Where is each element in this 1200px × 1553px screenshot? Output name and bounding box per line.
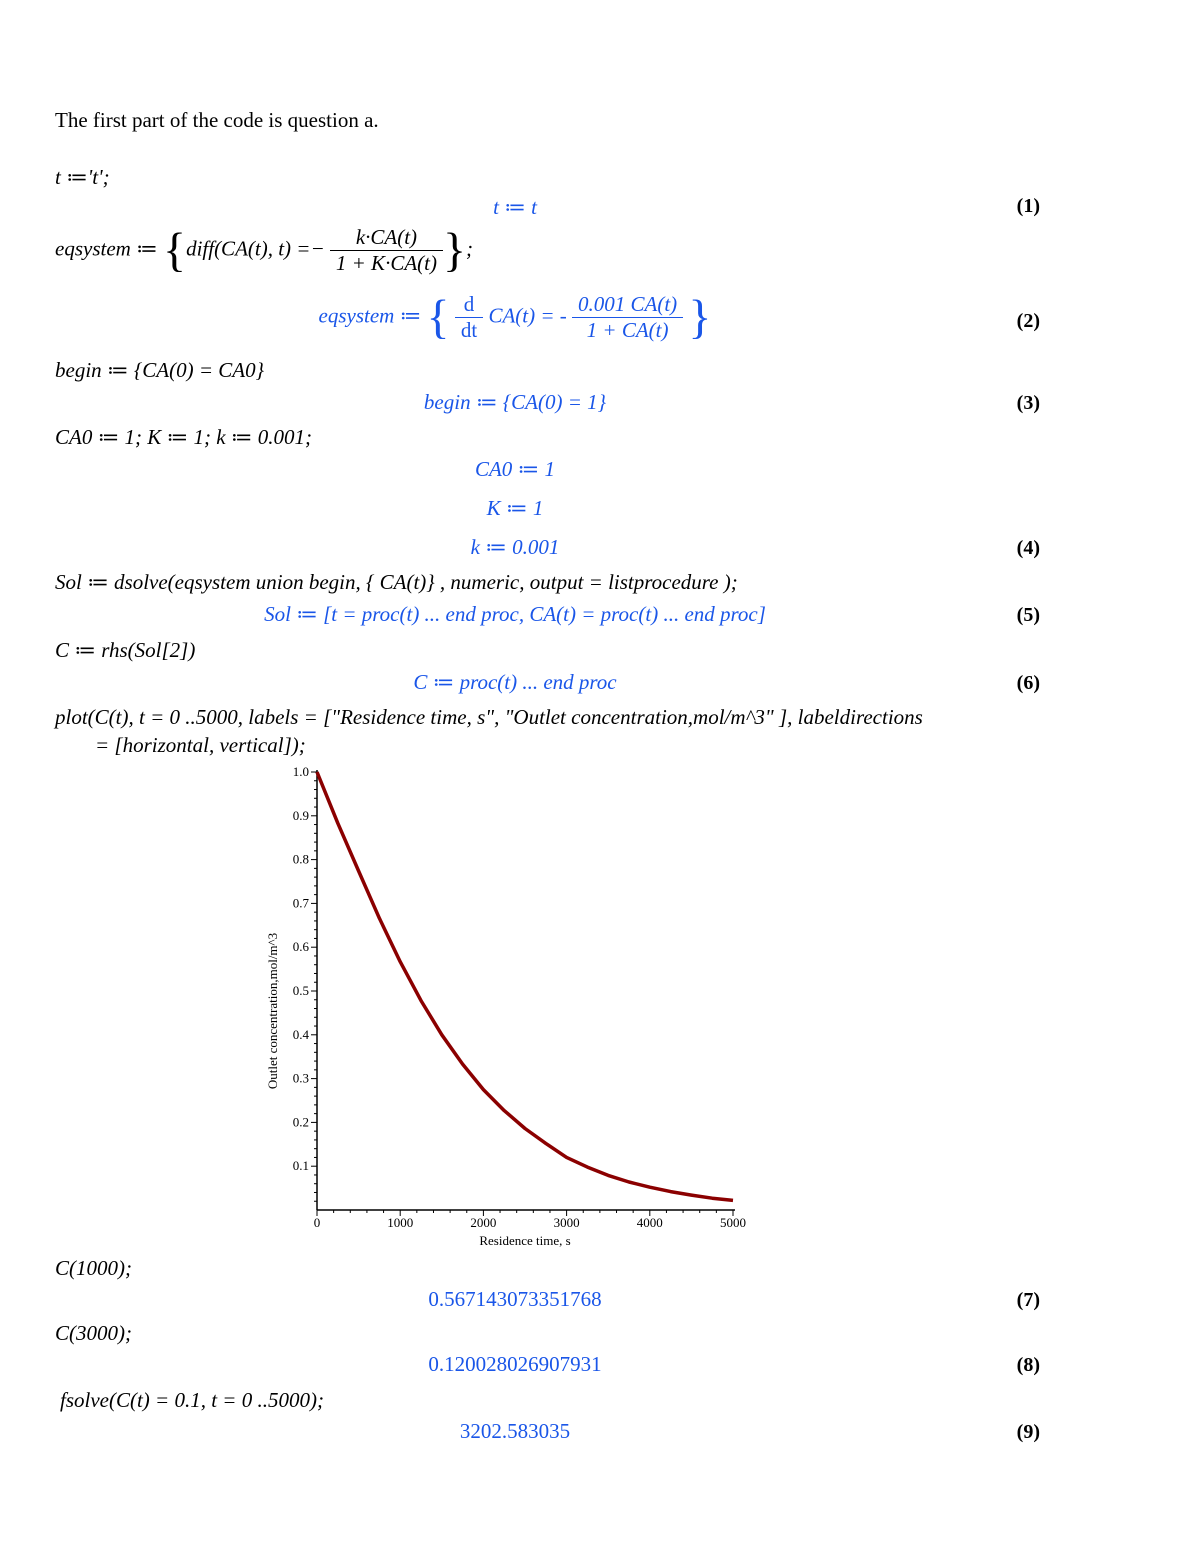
derivative-d: d — [455, 292, 483, 318]
y-tick-label: 0.1 — [292, 1158, 309, 1174]
input-parameters[interactable]: CA0 ≔ 1; K ≔ 1; k ≔ 0.001; — [55, 425, 312, 449]
output-begin: begin ≔ {CA(0) = 1} — [423, 390, 607, 414]
rate-denominator: 1 + CA(t) — [586, 318, 669, 342]
input-c-rhs[interactable]: C ≔ rhs(Sol[2]) — [55, 638, 196, 662]
eqsystem-out-lhs: eqsystem ≔ — [318, 303, 422, 328]
derivative-operator — [455, 292, 483, 343]
y-axis-label: Outlet concentration,mol/m^3 — [265, 932, 280, 1090]
x-tick-label: 2000 — [470, 1215, 497, 1230]
output-c: C ≔ proc(t) ... end proc — [413, 670, 617, 694]
equation-label-5: (5) — [1016, 604, 1040, 626]
y-tick-label: 0.9 — [292, 807, 309, 823]
y-tick-label: 0.7 — [292, 895, 309, 911]
derivative-ca: CA(t) = - — [488, 303, 567, 328]
y-tick-label: 0.4 — [292, 1026, 309, 1042]
input-dsolve[interactable]: Sol ≔ dsolve(eqsystem union begin, { CA(t)} , numeric, output = listprocedure ); — [55, 570, 738, 594]
output-k: k ≔ 0.001 — [470, 535, 560, 559]
eqsystem-semicolon: ; — [466, 236, 474, 261]
input-c3000[interactable]: C(3000); — [55, 1321, 132, 1345]
equation-label-3: (3) — [1016, 392, 1040, 414]
output-t: t ≔ t — [493, 195, 537, 219]
equation-label-1: (1) — [1016, 195, 1040, 217]
concentration-plot — [255, 760, 775, 1255]
x-axis-label: Residence time, s — [479, 1233, 571, 1248]
x-tick-label: 3000 — [553, 1215, 580, 1230]
input-c1000[interactable]: C(1000); — [55, 1256, 132, 1280]
y-tick-label: 1.0 — [292, 764, 309, 779]
equation-label-4: (4) — [1016, 537, 1040, 559]
y-tick-label: 0.6 — [292, 939, 309, 955]
output-c1000: 0.567143073351768 — [428, 1287, 602, 1311]
equation-label-9: (9) — [1016, 1421, 1040, 1443]
input-plot-line-2[interactable]: = [horizontal, vertical]); — [95, 733, 306, 757]
fraction-numerator: k·CA(t) — [330, 225, 443, 251]
equation-label-6: (6) — [1016, 672, 1040, 694]
derivative-dt: dt — [460, 318, 478, 342]
equation-label-7: (7) — [1016, 1289, 1040, 1311]
output-eqsystem — [0, 292, 1030, 343]
concentration-curve — [317, 772, 733, 1200]
x-tick-label: 0 — [313, 1215, 321, 1230]
right-brace: } — [688, 290, 712, 344]
output-sol: Sol ≔ [t = proc(t) ... end proc, CA(t) = proc(t) ... end proc] — [264, 602, 766, 626]
equation-label-8: (8) — [1016, 1354, 1040, 1376]
x-tick-label: 5000 — [720, 1215, 746, 1230]
y-tick-label: 0.8 — [292, 851, 309, 867]
fraction-denominator: 1 + K·CA(t) — [335, 251, 437, 275]
x-tick-label: 4000 — [636, 1215, 663, 1230]
rate-numerator: 0.001 CA(t) — [572, 292, 683, 318]
eqsystem-diff: diff(CA(t), t) =− — [186, 236, 325, 261]
eqsystem-lhs: eqsystem ≔ — [55, 236, 158, 261]
output-c3000: 0.120028026907931 — [428, 1352, 602, 1376]
rate-fraction — [572, 292, 683, 343]
output-K: K ≔ 1 — [486, 496, 544, 520]
eqsystem-fraction — [330, 225, 443, 276]
input-plot-line-1[interactable]: plot(C(t), t = 0 ..5000, labels = ["Residence time, s", "Outlet concentration,mol/m^3" ], labeldirections — [55, 705, 923, 729]
left-brace: { — [426, 290, 450, 344]
equation-label-2: (2) — [1016, 310, 1040, 332]
left-brace: { — [163, 223, 187, 277]
y-tick-label: 0.2 — [292, 1114, 309, 1130]
output-ca0: CA0 ≔ 1 — [474, 457, 556, 481]
right-brace: } — [442, 223, 467, 277]
input-t-assign[interactable]: t ≔'t'; — [55, 165, 110, 189]
input-fsolve[interactable]: fsolve(C(t) = 0.1, t = 0 ..5000); — [60, 1388, 324, 1412]
x-tick-label: 1000 — [387, 1215, 414, 1230]
output-fsolve: 3202.583035 — [459, 1419, 571, 1443]
input-eqsystem[interactable] — [55, 225, 473, 276]
y-tick-label: 0.3 — [292, 1070, 309, 1086]
y-tick-label: 0.5 — [292, 983, 309, 998]
input-begin[interactable]: begin ≔ {CA(0) = CA0} — [55, 358, 264, 382]
intro-text: The first part of the code is question a. — [55, 108, 379, 132]
